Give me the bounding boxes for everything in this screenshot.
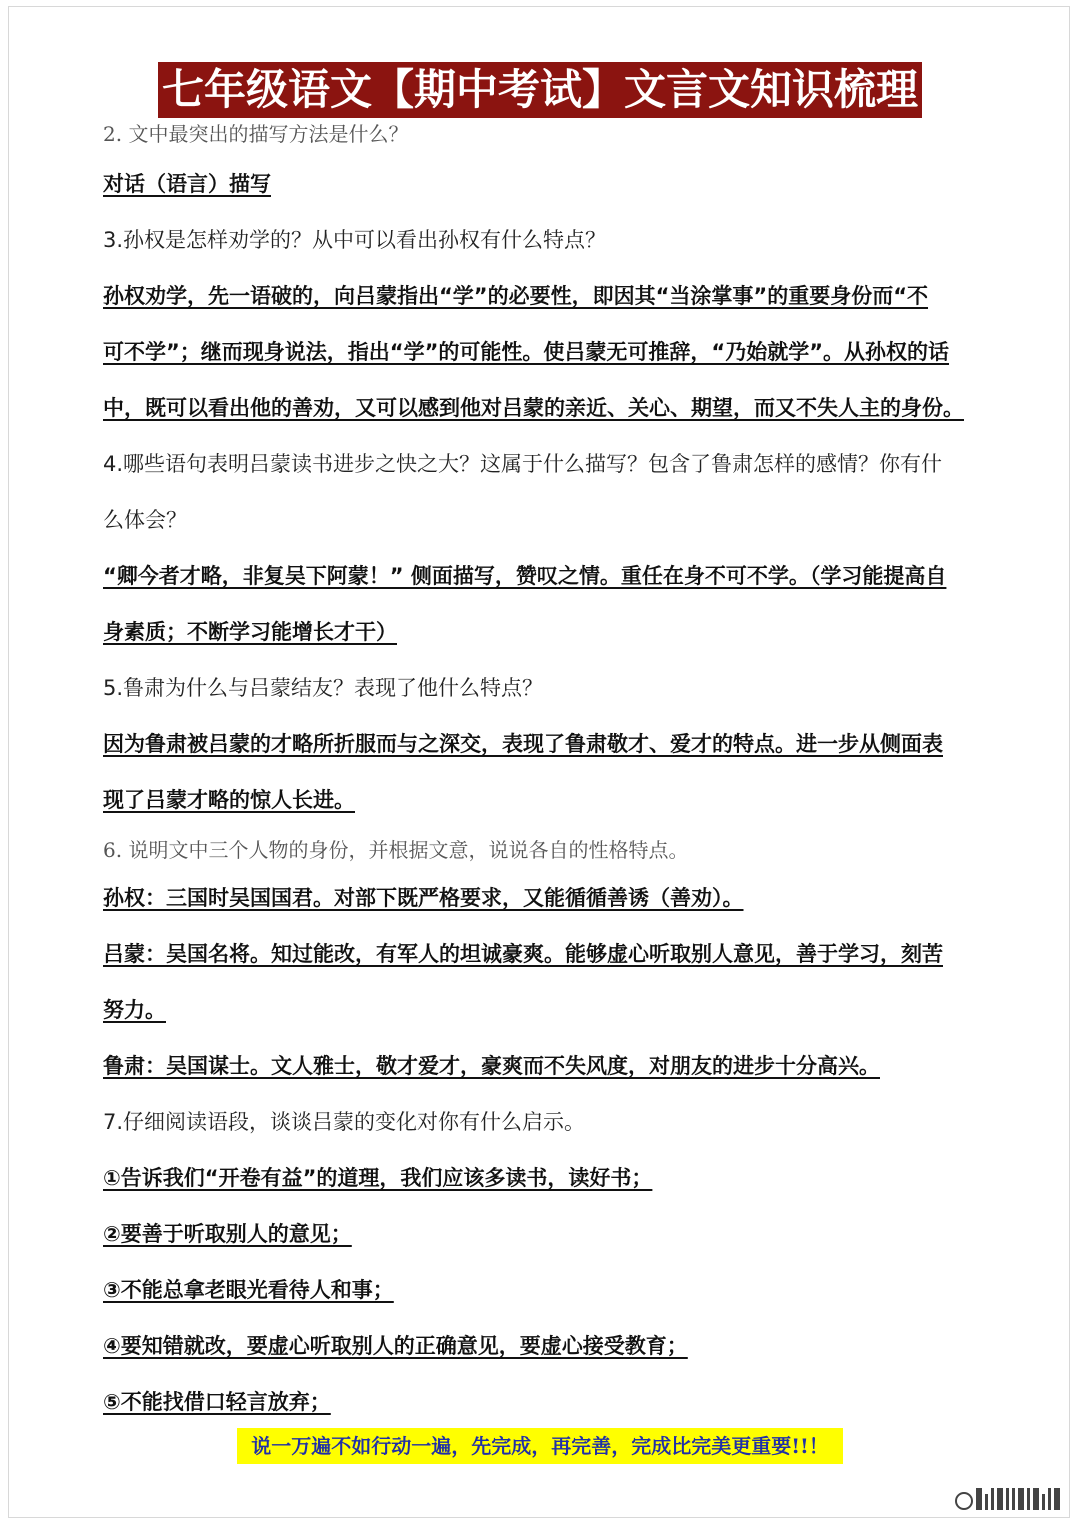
question-line: 3.孙权是怎样劝学的？从中可以看出孙权有什么特点？ bbox=[103, 228, 607, 252]
barcode-decoration bbox=[951, 1488, 1060, 1510]
answer-line: “卿今者才略，非复吴下阿蒙！” 侧面描写，赞叹之情。重任在身不可不学。（学习能提高自 bbox=[103, 564, 947, 588]
question-line: 2. 文中最突出的描写方法是什么？ bbox=[103, 122, 409, 146]
motto-banner: 说一万遍不如行动一遍，先完成，再完善，完成比完美更重要!!！ bbox=[237, 1428, 843, 1464]
question-line: 7.仔细阅读语段，谈谈吕蒙的变化对你有什么启示。 bbox=[103, 1110, 586, 1134]
answer-line: 对话（语言）描写 bbox=[103, 172, 271, 196]
answer-line: 孙权：三国时吴国国君。对部下既严格要求，又能循循善诱（善劝）。 bbox=[103, 886, 744, 910]
page-title: 七年级语文【期中考试】文言文知识梳理 bbox=[158, 62, 922, 118]
answer-line: 因为鲁肃被吕蒙的才略所折服而与之深交，表现了鲁肃敬才、爱才的特点。进一步从侧面表 bbox=[103, 732, 943, 756]
question-line: 6. 说明文中三个人物的身份，并根据文意，说说各自的性格特点。 bbox=[103, 838, 689, 862]
answer-line: 鲁肃：吴国谋士。文人雅士，敬才爱才，豪爽而不失风度，对朋友的进步十分高兴。 bbox=[103, 1054, 880, 1078]
answer-line: ②要善于听取别人的意见； bbox=[103, 1222, 352, 1246]
title-wrap bbox=[0, 62, 1080, 118]
answer-line: ④要知错就改，要虚心听取别人的正确意见，要虚心接受教育； bbox=[103, 1334, 688, 1358]
question-line: 4.哪些语句表明吕蒙读书进步之快之大？这属于什么描写？包含了鲁肃怎样的感情？你有什 bbox=[103, 452, 943, 476]
answer-line: 可不学”；继而现身说法，指出“学”的可能性。使吕蒙无可推辞，“乃始就学”。从孙权的话 bbox=[103, 340, 950, 364]
answer-line: ③不能总拿老眼光看待人和事； bbox=[103, 1278, 394, 1302]
answer-line: 中，既可以看出他的善劝，又可以感到他对吕蒙的亲近、关心、期望，而又不失人主的身份。 bbox=[103, 396, 964, 420]
answer-line: 孙权劝学，先一语破的，向吕蒙指出“学”的必要性，即因其“当涂掌事”的重要身份而“不 bbox=[103, 284, 929, 308]
answer-line: ⑤不能找借口轻言放弃； bbox=[103, 1390, 331, 1414]
question-line: 么体会？ bbox=[103, 508, 187, 532]
footer-wrap bbox=[0, 1428, 1080, 1464]
question-line: 5.鲁肃为什么与吕蒙结友？表现了他什么特点？ bbox=[103, 676, 544, 700]
circle-icon bbox=[955, 1492, 973, 1510]
answer-line: 身素质；不断学习能增长才干） bbox=[103, 620, 397, 644]
answer-line: ①告诉我们“开卷有益”的道理，我们应该多读书，读好书； bbox=[103, 1166, 653, 1190]
answer-line: 努力。 bbox=[103, 998, 166, 1022]
answer-line: 吕蒙：吴国名将。知过能改，有军人的坦诚豪爽。能够虚心听取别人意见，善于学习，刻苦 bbox=[103, 942, 943, 966]
answer-line: 现了吕蒙才略的惊人长进。 bbox=[103, 788, 355, 812]
